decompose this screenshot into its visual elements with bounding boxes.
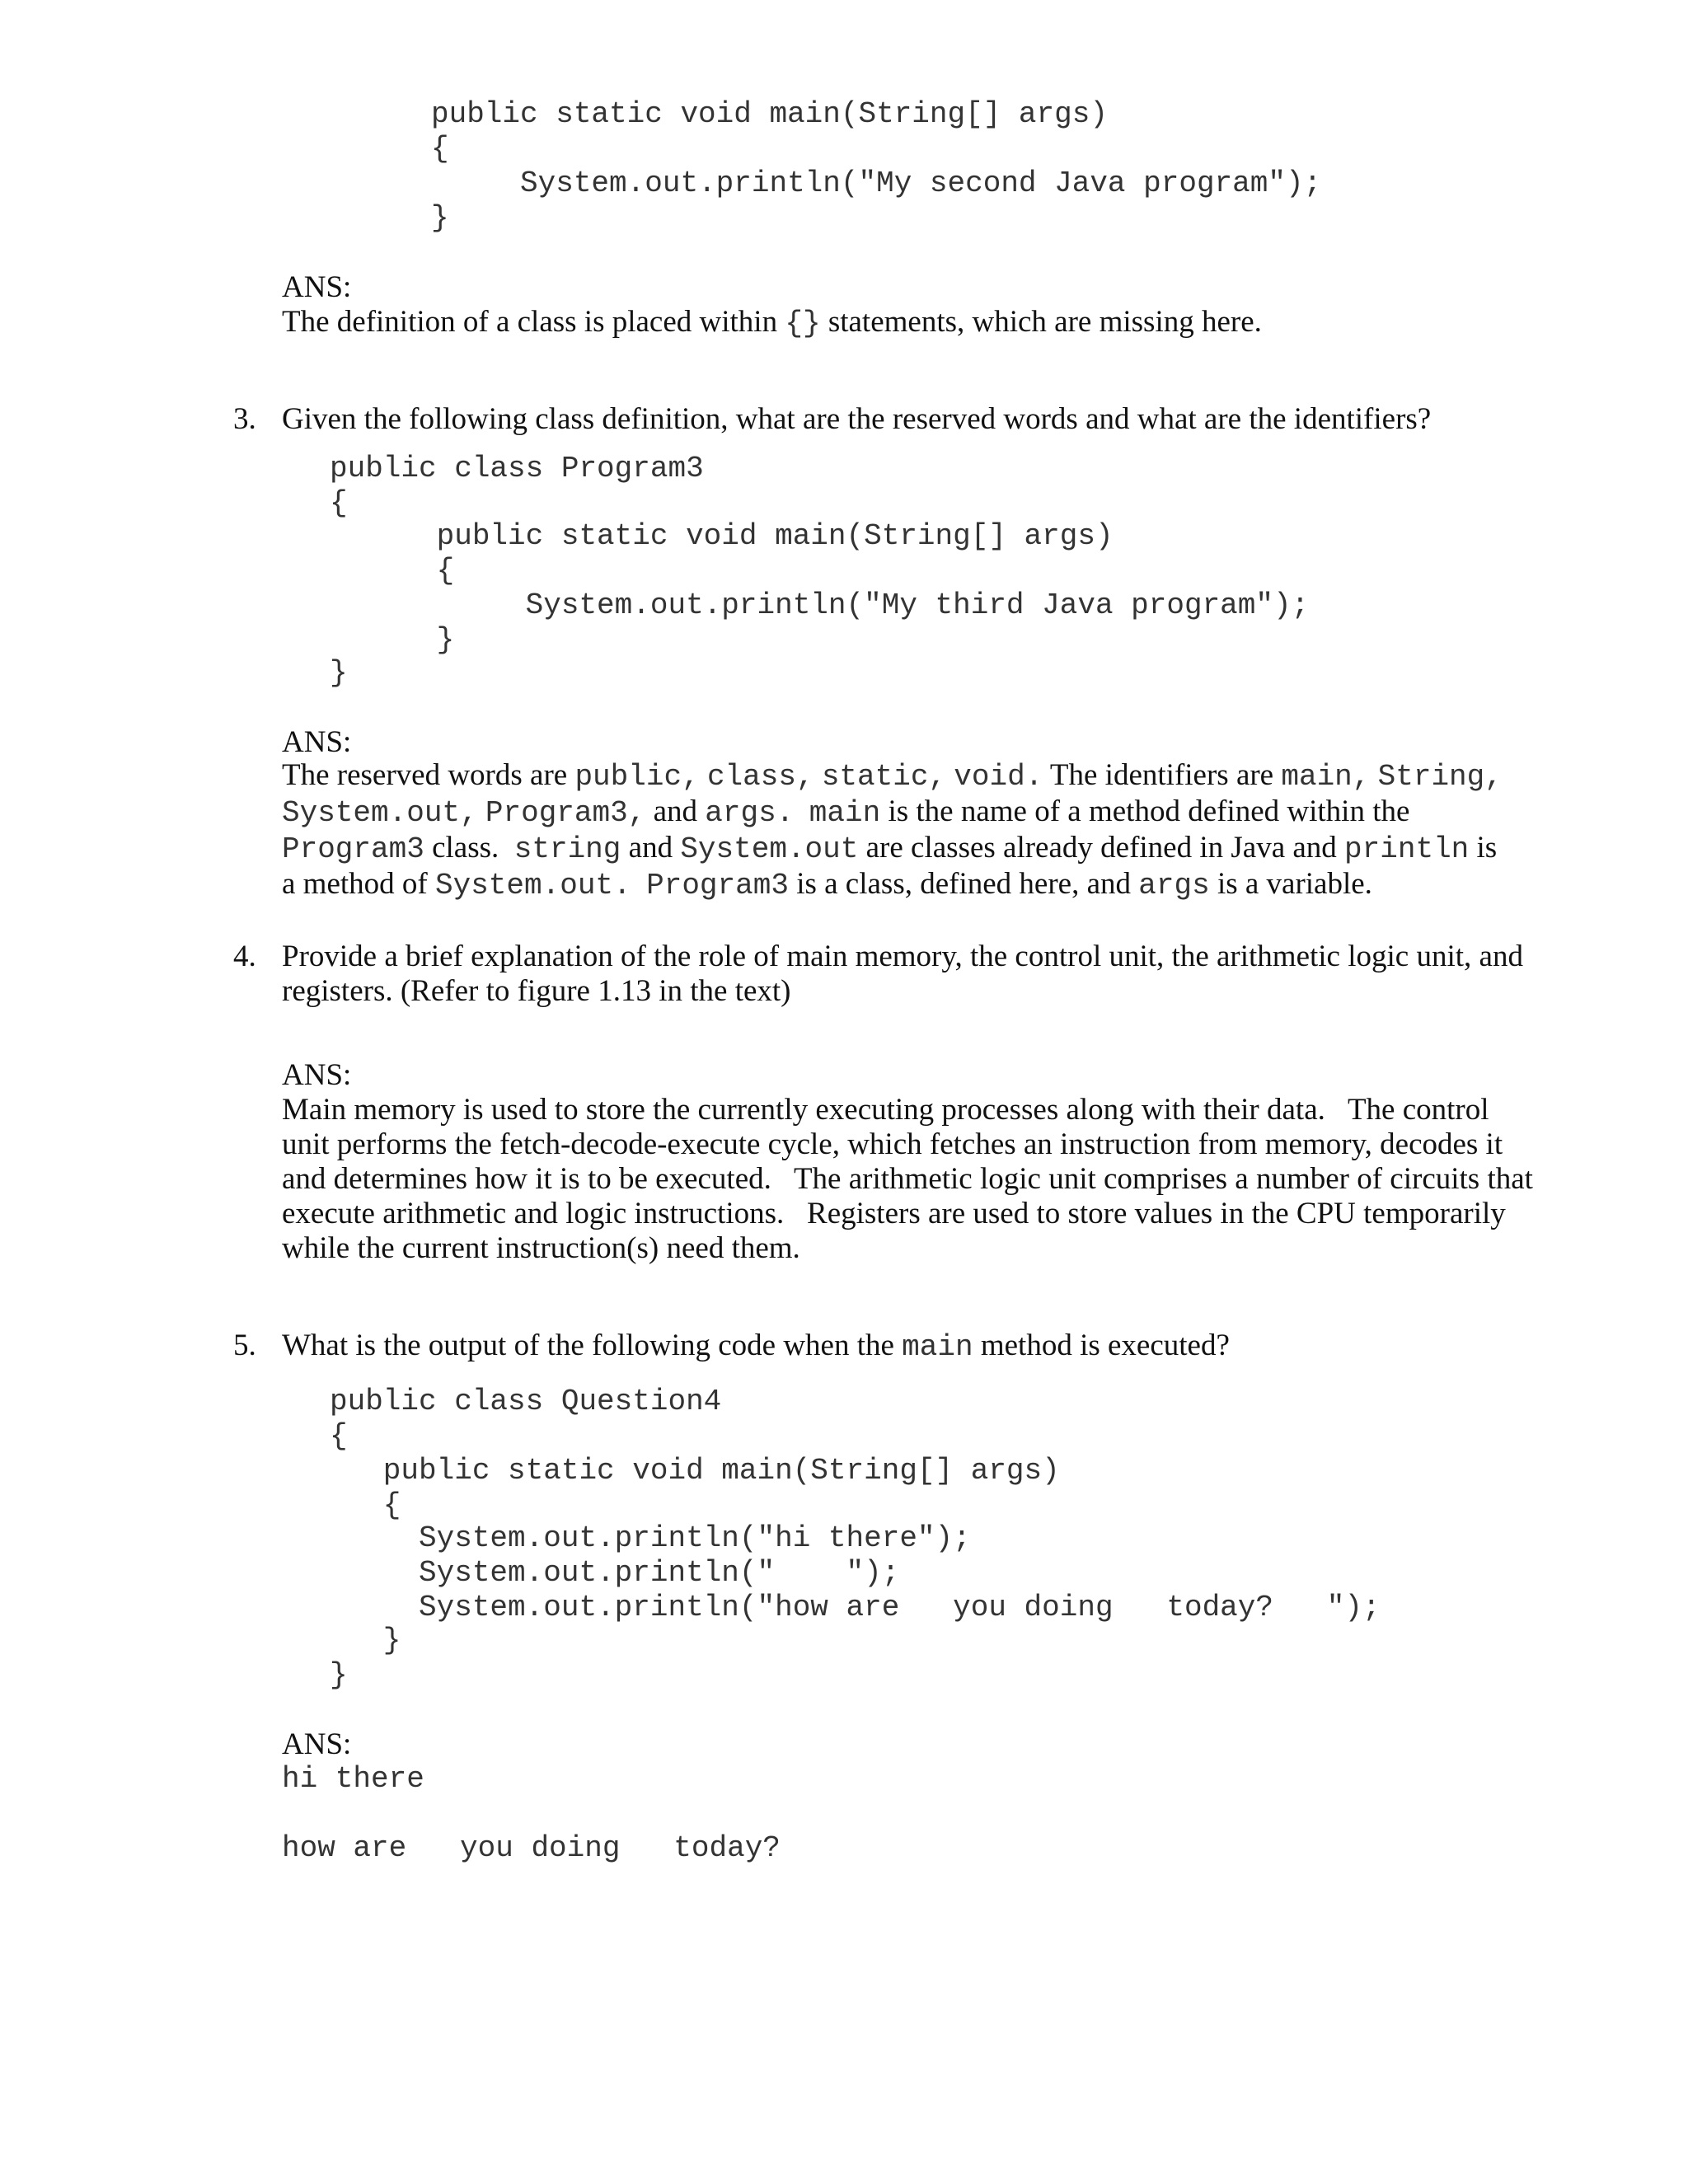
code-line: } [431, 201, 449, 235]
answer-text-part: a method of [282, 867, 435, 901]
answer-text-part: The reserved words are [282, 758, 575, 792]
code-line: System.out.println(" "); [330, 1556, 900, 1590]
output-line: how are you doing today? [282, 1831, 781, 1865]
code-line: public class Question4 [330, 1385, 722, 1418]
answer-text [282, 305, 1262, 341]
code-line: public class Program3 [330, 452, 704, 485]
answer-text-part: The definition of a class is placed within [282, 305, 785, 339]
code-line: } [330, 1658, 348, 1692]
answer-text-part: The identifiers are [1043, 758, 1282, 792]
answer-text-part [814, 758, 822, 792]
question-text: Given the following class definition, what are the reserved words and what are the identifiers? [282, 402, 1432, 436]
code-line: { [330, 554, 455, 588]
answer-text-part [700, 758, 707, 792]
question-number: 4. [233, 940, 256, 973]
code-line: { [431, 132, 449, 166]
question-text [282, 1329, 1230, 1365]
answer-text-part [631, 867, 647, 901]
answer-line: Main memory is used to store the currently executing processes along with their data. The control [282, 1093, 1489, 1127]
inline-code: Program3 [646, 869, 789, 902]
inline-code: class, [706, 760, 814, 794]
answer-text-part [1370, 758, 1377, 792]
answer-line: while the current instruction(s) need them. [282, 1231, 800, 1265]
answer-label: ANS: [282, 1727, 352, 1761]
answer-text-part [794, 794, 809, 828]
answer-line: unit performs the fetch-decode-execute cycle, which fetches an instruction from memory, decodes it [282, 1127, 1503, 1161]
answer-line [282, 867, 1372, 903]
question-number: 3. [233, 402, 256, 436]
code-line: System.out.println("hi there"); [330, 1521, 971, 1555]
answer-text-part: is [1469, 831, 1498, 865]
answer-text-part: statements, which are missing here. [820, 305, 1262, 339]
inline-code: String, [1377, 760, 1503, 794]
inline-code: string [513, 832, 621, 866]
inline-code: args. [705, 796, 795, 830]
answer-label: ANS: [282, 1058, 352, 1092]
answer-text-part: is the name of a method defined within the [880, 794, 1410, 828]
code-line: { [330, 1419, 348, 1453]
answer-text-part: is a class, defined here, and [788, 867, 1139, 901]
answer-line [282, 831, 1497, 867]
inline-code: Program3 [282, 832, 424, 866]
inline-code: static, [821, 760, 947, 794]
inline-code: main [809, 796, 881, 830]
inline-code: main [902, 1330, 973, 1364]
inline-code: {} [785, 307, 821, 340]
answer-label: ANS: [282, 725, 352, 759]
code-line: { [330, 1488, 401, 1522]
code-line: public static void main(String[] args) [330, 519, 1114, 553]
question-number: 5. [233, 1329, 256, 1362]
answer-label: ANS: [282, 270, 352, 304]
inline-code: main, [1281, 760, 1371, 794]
answer-text-part: are classes already defined in Java and [858, 831, 1345, 865]
output-line: hi there [282, 1762, 424, 1796]
answer-text-part: is a variable. [1209, 867, 1372, 901]
question-text-part: What is the output of the following code when the [282, 1329, 903, 1362]
inline-code: Program3, [485, 796, 646, 830]
inline-code: println [1344, 832, 1470, 866]
code-line: } [330, 1624, 401, 1657]
code-line: System.out.println("My second Java program"); [431, 166, 1322, 200]
code-line: public static void main(String[] args) [330, 1454, 1060, 1488]
answer-text-part: and [621, 831, 681, 865]
answer-line [282, 758, 1503, 794]
inline-code: System.out [680, 832, 859, 866]
inline-code: args [1138, 869, 1210, 902]
answer-line: execute arithmetic and logic instructions. Registers are used to store values in the CPU temporarily [282, 1197, 1506, 1230]
code-line: System.out.println("how are you doing today? "); [330, 1591, 1381, 1624]
answer-line [282, 794, 1409, 831]
question-text-part: method is executed? [973, 1329, 1230, 1362]
answer-text-part: and [645, 794, 706, 828]
code-line: } [330, 656, 348, 690]
answer-text-part [946, 758, 954, 792]
question-text: Provide a brief explanation of the role of main memory, the control unit, the arithmetic logic unit, and [282, 940, 1523, 973]
answer-text-part: class. [424, 831, 514, 865]
code-line: } [330, 623, 455, 657]
inline-code: System.out. [434, 869, 631, 902]
inline-code: System.out, [282, 796, 478, 830]
inline-code: void. [954, 760, 1043, 794]
code-line: System.out.println("My third Java program"); [330, 588, 1310, 622]
question-text: registers. (Refer to figure 1.13 in the text) [282, 974, 791, 1008]
answer-line: and determines how it is to be executed. The arithmetic logic unit comprises a number of circuits that [282, 1162, 1533, 1196]
answer-text-part [478, 794, 485, 828]
code-line: { [330, 486, 348, 520]
inline-code: public, [574, 760, 700, 794]
code-line: public static void main(String[] args) [431, 97, 1108, 131]
